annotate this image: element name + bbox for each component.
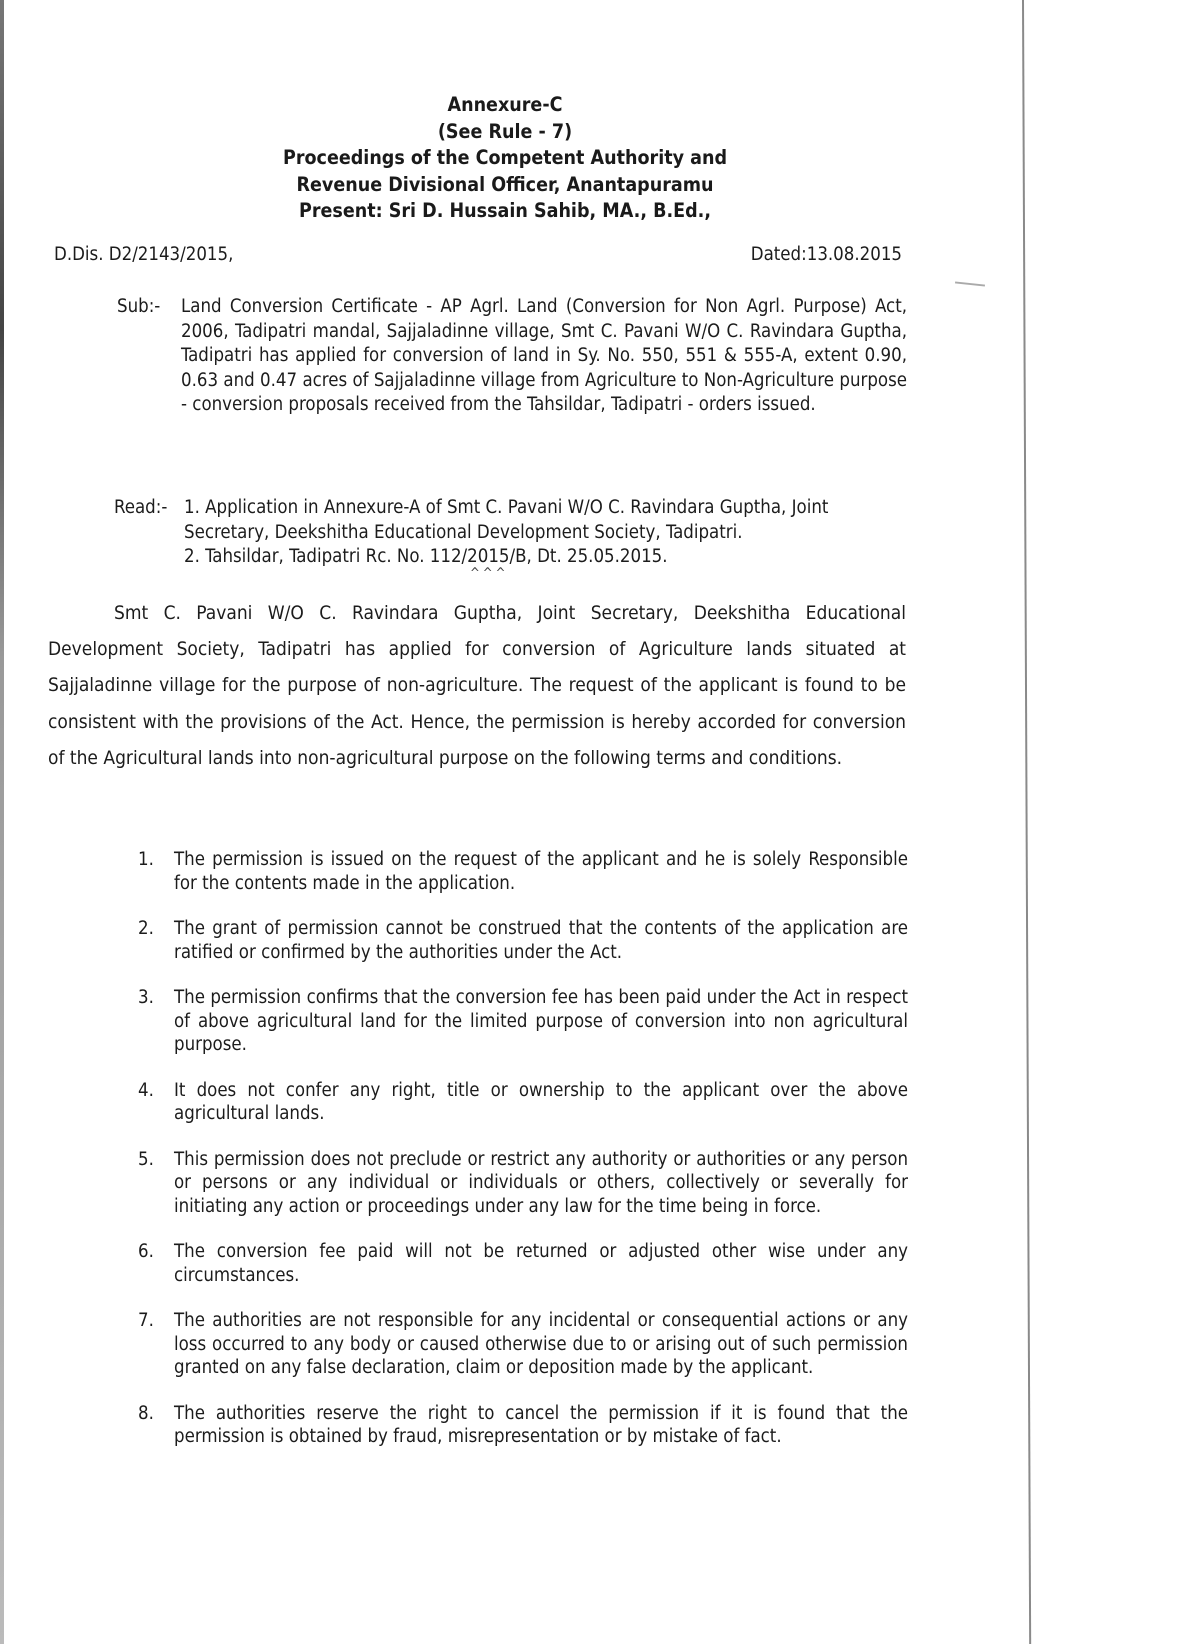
subject-block: [117, 295, 907, 418]
read-label: Read:-: [114, 497, 168, 518]
proceedings-title-line2: Revenue Divisional Officer, Anantapuramu: [296, 172, 714, 196]
condition-item: 6. The conversion fee paid will not be returned or adjusted other wise under any circumstances.: [138, 1241, 908, 1286]
condition-item: 2. The grant of permission cannot be construed that the contents of the application are ratified or confirmed by the authorities under the Act.: [138, 918, 908, 963]
scan-smudge: [955, 281, 985, 286]
subject-label: Sub:-: [117, 296, 161, 317]
read-item-2: 2. Tahsildar, Tadipatri Rc. No. 112/2015/B, Dt. 25.05.2015.: [184, 546, 668, 567]
proceedings-title-line1: Proceedings of the Competent Authority and: [282, 146, 728, 169]
scan-fold-line: [1022, 0, 1031, 1644]
body-paragraph: Smt C. Pavani W/O C. Ravindara Guptha, Joint Secretary, Deekshitha Educational Development Society, Tadipatri has applied for conversion of Agriculture lands situated at Sajjaladinne village for the purpose of non-agriculture. The request of the applicant is found to be consistent with the provisions of the Act. Hence, the permission is hereby accorded for conversion of the Agricultural lands into non-agricultural purpose on the following terms and conditions.: [48, 602, 906, 769]
subject-text: Land Conversion Certificate - AP Agrl. Land (Conversion for Non Agrl. Purpose) Act, 2006, Tadipatri mandal, Sajjaladinne village, Smt C. Pavani W/O C. Ravindara Guptha, Tadipatri has applied for conversion of land in Sy. No. 550, 551 & 555-A, extent 0.90, 0.63 and 0.47 acres of Sajjaladinne village from Agriculture to Non-Agriculture purpose - conversion proposals received from the Tahsildar, Tadipatri - orders issued.: [181, 296, 907, 415]
dated: Dated:13.08.2015: [750, 244, 902, 265]
read-items: [184, 496, 907, 570]
rule-reference: (See Rule - 7): [437, 119, 573, 143]
present-officer: Present: Sri D. Hussain Sahib, MA., B.Ed.,: [298, 199, 712, 222]
separator-marks: ^^^: [470, 566, 509, 581]
document-header: [270, 92, 740, 225]
condition-item: 3. The permission confirms that the conversion fee has been paid under the Act in respect of above agricultural land for the limited purpose of conversion into non agricultural purpose.: [138, 987, 908, 1055]
condition-item: 8. The authorities reserve the right to cancel the permission if it is found that the permission is obtained by fraud, misrepresentation or by mistake of fact.: [138, 1402, 908, 1447]
annexure-title: Annexure-C: [447, 93, 563, 116]
condition-item: 4. It does not confer any right, title or ownership to the applicant over the above agricultural lands.: [138, 1079, 908, 1124]
condition-item: 1. The permission is issued on the request of the applicant and he is solely Responsible for the contents made in the application.: [138, 849, 908, 894]
scan-left-edge: [0, 0, 4, 1644]
read-item-1: 1. Application in Annexure-A of Smt C. Pavani W/O C. Ravindara Guptha, Joint Secretary, Deekshitha Educational Development Society, Tadipatri.: [184, 497, 829, 543]
read-block: [114, 496, 907, 570]
condition-item: 5. This permission does not preclude or restrict any authority or authorities or any person or persons or any individual or individuals or others, collectively or severally for initiating any action or proceedings under any law for the time being in force.: [138, 1148, 908, 1217]
conditions-list: [138, 848, 908, 1471]
reference-line: [54, 244, 902, 265]
dis-number: D.Dis. D2/2143/2015,: [54, 244, 234, 265]
condition-item: 7. The authorities are not responsible for any incidental or consequential actions or any loss occurred to any body or caused otherwise due to or arising out of such permission granted on any false declaration, claim or deposition made by the applicant.: [138, 1310, 908, 1378]
